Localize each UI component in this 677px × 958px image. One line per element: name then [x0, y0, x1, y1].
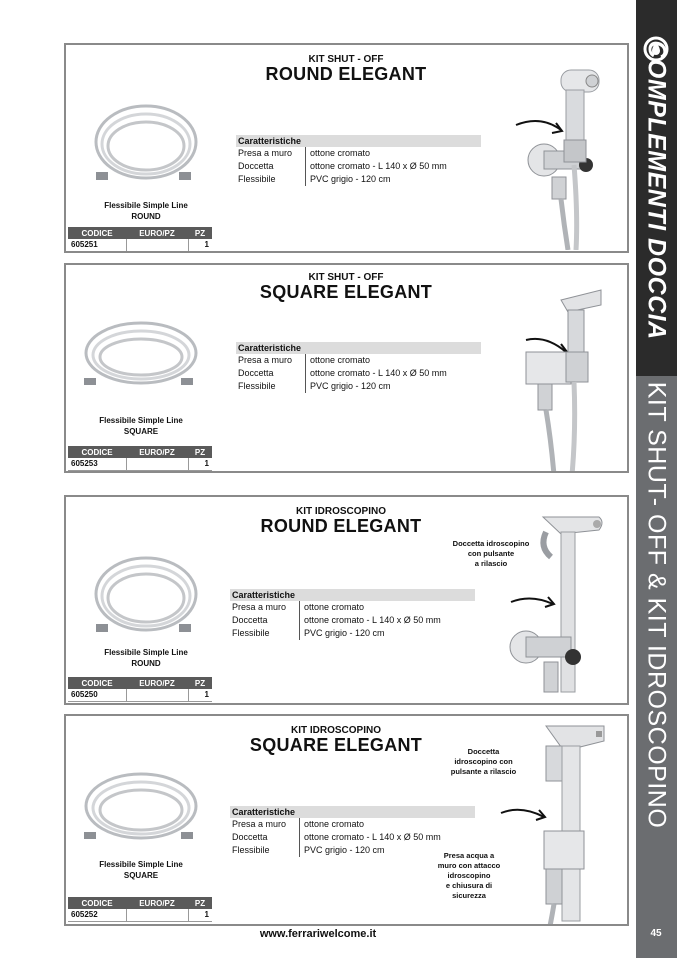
spec-value: ottone cromato - L 140 x Ø 50 mm	[304, 832, 441, 842]
specs-block	[236, 342, 481, 393]
spec-label: Flessibile	[230, 627, 300, 640]
hose-caption-line-1: Flessibile Simple Line	[104, 201, 188, 210]
specs-title: Caratteristiche	[230, 589, 475, 601]
spec-row	[230, 818, 475, 831]
spec-label: Presa a muro	[236, 147, 306, 160]
spec-value: ottone cromato - L 140 x Ø 50 mm	[310, 161, 447, 171]
product-code: 605250	[68, 689, 126, 701]
note-line: muro con attacco	[437, 861, 501, 870]
footer-url[interactable]: www.ferrariwelcome.it	[259, 928, 377, 940]
note-line: Presa acqua a	[443, 851, 495, 860]
pz-header: PZ	[188, 897, 212, 909]
kit-label: KIT SHUT - OFF	[308, 272, 384, 283]
pz-value: 1	[188, 239, 212, 251]
pz-value: 1	[188, 458, 212, 470]
spec-value: ottone cromato - L 140 x Ø 50 mm	[304, 615, 441, 625]
spec-row	[236, 380, 481, 393]
euro-value	[126, 239, 188, 251]
spec-row	[236, 160, 481, 173]
spec-label: Flessibile	[236, 380, 306, 393]
note-line: Doccetta idroscopino	[452, 539, 530, 548]
spec-label: Flessibile	[236, 173, 306, 186]
spec-label: Presa a muro	[230, 818, 300, 831]
product-name: SQUARE ELEGANT	[259, 282, 433, 302]
product-panel-4	[64, 714, 629, 926]
product-image	[506, 280, 616, 473]
specs-title: Caratteristiche	[236, 135, 481, 147]
hose-image	[81, 766, 201, 851]
section-subtitle: KIT SHUT- OFF & KIT IDROSCOPINO	[642, 381, 671, 829]
product-image	[501, 512, 616, 705]
spec-label: Doccetta	[230, 614, 300, 627]
product-code: 605252	[68, 909, 126, 921]
product-panel-3	[64, 495, 629, 705]
code-table	[68, 446, 212, 471]
hose-image	[91, 100, 201, 190]
specs-block	[230, 589, 475, 640]
spec-value: PVC grigio - 120 cm	[310, 174, 391, 184]
kit-label: KIT IDROSCOPINO	[295, 506, 386, 517]
pz-header: PZ	[188, 446, 212, 458]
code-header: CODICE	[68, 227, 126, 239]
euro-header: EURO/PZ	[126, 227, 188, 239]
hose-caption-line-1: Flessibile Simple Line	[99, 416, 183, 425]
spec-row	[236, 354, 481, 367]
hose-caption-line-1: Flessibile Simple Line	[99, 860, 183, 869]
note-line: pulsante a rilascio	[450, 767, 517, 776]
spec-label: Presa a muro	[230, 601, 300, 614]
code-header: CODICE	[68, 677, 126, 689]
spec-value: PVC grigio - 120 cm	[304, 845, 385, 855]
note-line: Doccetta	[467, 747, 500, 756]
euro-value	[126, 458, 188, 470]
product-image	[496, 721, 611, 926]
hose-caption-line-1: Flessibile Simple Line	[104, 648, 188, 657]
code-header: CODICE	[68, 897, 126, 909]
spec-label: Doccetta	[236, 160, 306, 173]
euro-value	[126, 689, 188, 701]
hose-caption-line-2: SQUARE	[123, 427, 159, 436]
page-number: 45	[650, 928, 662, 939]
hose-caption-line-2: ROUND	[131, 659, 161, 668]
note-line: a rilascio	[474, 559, 508, 568]
specs-block	[236, 135, 481, 186]
hose-caption	[76, 200, 216, 222]
note-line: idroscopino	[447, 871, 491, 880]
product-panel-2	[64, 263, 629, 473]
note-line: sicurezza	[452, 891, 486, 900]
product-panel-1	[64, 43, 629, 253]
code-table	[68, 897, 212, 922]
euro-header: EURO/PZ	[126, 446, 188, 458]
code-table	[68, 227, 212, 252]
euro-header: EURO/PZ	[126, 677, 188, 689]
specs-title: Caratteristiche	[236, 342, 481, 354]
hose-caption	[76, 647, 216, 669]
hose-image	[81, 315, 201, 395]
note-line: idroscopino con	[454, 757, 513, 766]
product-image	[506, 65, 616, 250]
code-header: CODICE	[68, 446, 126, 458]
hose-caption	[71, 415, 211, 437]
note-line: con pulsante	[467, 549, 515, 558]
product-name: SQUARE ELEGANT	[249, 735, 423, 755]
spec-value: PVC grigio - 120 cm	[310, 381, 391, 391]
spec-label: Doccetta	[236, 367, 306, 380]
note-line: e chiusura di	[445, 881, 493, 890]
pz-value: 1	[188, 909, 212, 921]
pz-header: PZ	[188, 677, 212, 689]
hose-caption-line-2: SQUARE	[123, 871, 159, 880]
spec-row	[236, 367, 481, 380]
pz-header: PZ	[188, 227, 212, 239]
spec-label: Doccetta	[230, 831, 300, 844]
kit-label: KIT SHUT - OFF	[308, 54, 384, 65]
kit-label: KIT IDROSCOPINO	[290, 725, 381, 736]
spec-value: ottone cromato	[310, 355, 371, 365]
spec-row	[236, 173, 481, 186]
hose-image	[91, 552, 201, 642]
hose-caption	[71, 859, 211, 881]
euro-value	[126, 909, 188, 921]
product-code: 605253	[68, 458, 126, 470]
spec-row	[230, 601, 475, 614]
hose-caption-line-2: ROUND	[131, 212, 161, 221]
spec-value: ottone cromato	[310, 148, 371, 158]
spec-value: ottone cromato	[304, 819, 365, 829]
spec-value: ottone cromato	[304, 602, 365, 612]
code-table	[68, 677, 212, 702]
spec-row	[230, 627, 475, 640]
pz-value: 1	[188, 689, 212, 701]
spec-row	[236, 147, 481, 160]
specs-title: Caratteristiche	[230, 806, 475, 818]
specs-block	[230, 806, 475, 857]
spec-value: ottone cromato - L 140 x Ø 50 mm	[310, 368, 447, 378]
section-title: COMPLEMENTI DOCCIA	[642, 40, 671, 340]
spec-label: Flessibile	[230, 844, 300, 857]
spec-row	[230, 614, 475, 627]
spec-row	[230, 831, 475, 844]
product-name: ROUND ELEGANT	[260, 516, 422, 536]
spec-value: PVC grigio - 120 cm	[304, 628, 385, 638]
product-name: ROUND ELEGANT	[265, 64, 427, 84]
euro-header: EURO/PZ	[126, 897, 188, 909]
product-code: 605251	[68, 239, 126, 251]
spec-label: Presa a muro	[236, 354, 306, 367]
